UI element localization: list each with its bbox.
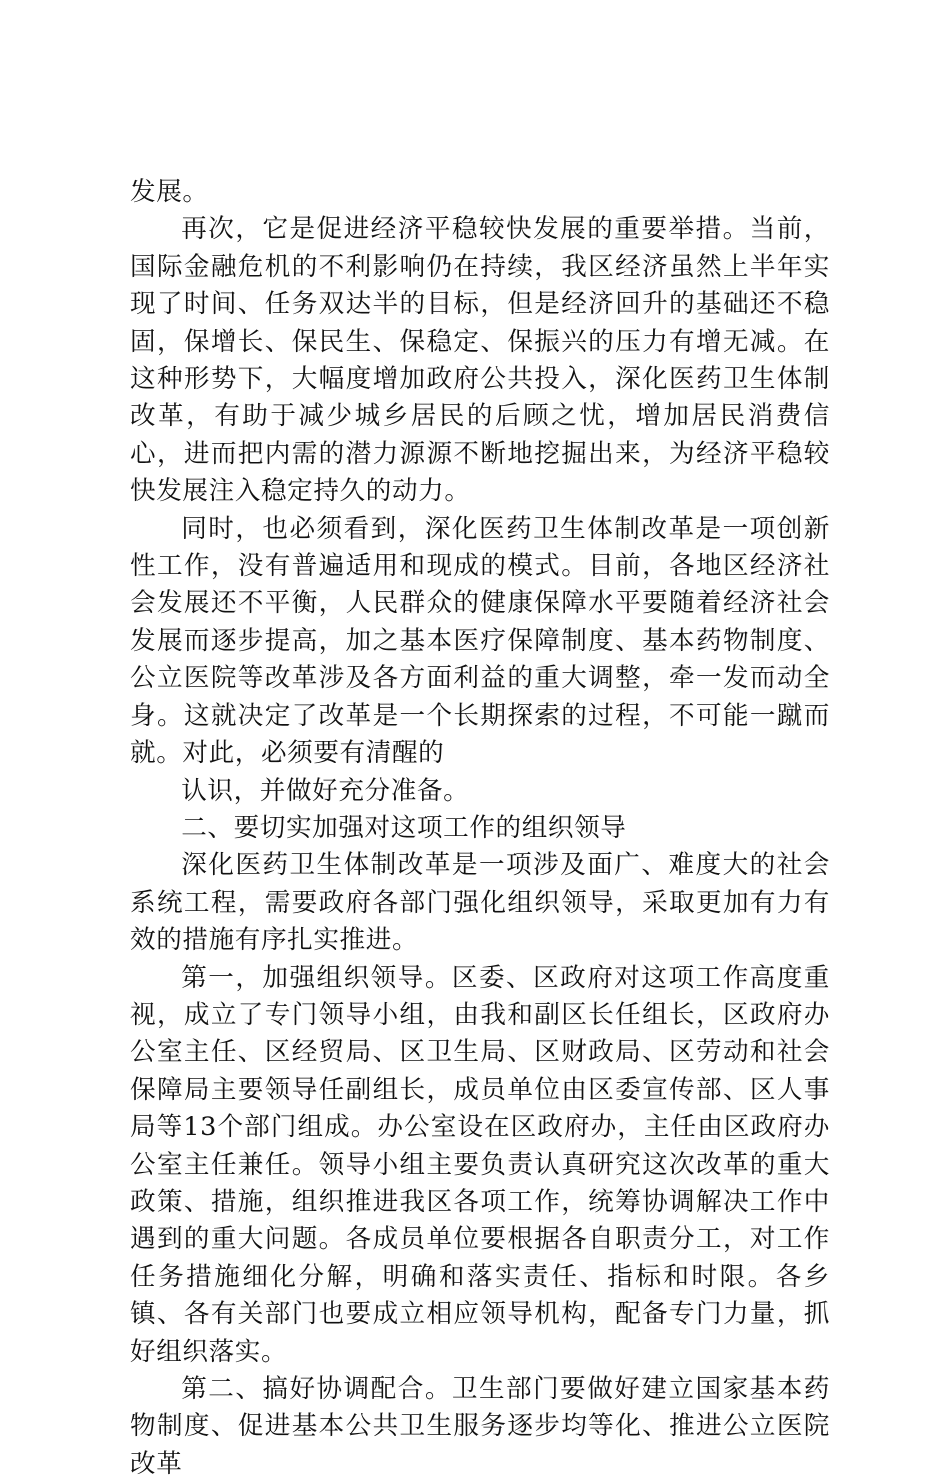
paragraph-economic-growth: 再次，它是促进经济平稳较快发展的重要举措。当前，国际金融危机的不利影响仍在持续，我区经济虽然上半年实现了时间、任务双达半的目标，但是经济回升的基础还不稳固，保增长、保民生、保稳定、保振兴的压力有增无减。在这种形势下，大幅度增加政府公共投入，深化医药卫生体制改革，有助于减少城乡居民的后顾之忧，增加居民消费信心，进而把内需的潜力源源不断地挖掘出来，为经济平稳较快发展注入稳定持久的动力。 — [130, 214, 830, 507]
paragraph-reform-challenges: 同时，也必须看到，深化医药卫生体制改革是一项创新性工作，没有普遍适用和现成的模式。目前，各地区经济社会发展还不平衡，人民群众的健康保障水平要随着经济社会发展而逐步提高，加之基本医疗保障制度、基本药物制度、公立医院等改革涉及各方面利益的重大调整，牵一发而动全身。这就决定了改革是一个长期探索的过程，不可能一蹴而就。对此，必须要有清醒的 — [130, 513, 830, 769]
paragraph-preparation: 认识，并做好充分准备。 — [181, 775, 470, 806]
paragraph-second-coordination: 第二、搞好协调配合。卫生部门要做好建立国家基本药物制度、促进基本公共卫生服务逐步均等化、推进公立医院改革 — [130, 1374, 830, 1479]
document-body — [130, 174, 830, 1483]
section-heading-leadership: 二、要切实加强对这项工作的组织领导 — [181, 812, 627, 843]
paragraph-system-engineering: 深化医药卫生体制改革是一项涉及面广、难度大的社会系统工程，需要政府各部门强化组织领导，采取更加有力有效的措施有序扎实推进。 — [130, 850, 830, 956]
paragraph-first-leadership: 第一，加强组织领导。区委、区政府对这项工作高度重视，成立了专门领导小组，由我和副区长任组长，区政府办公室主任、区经贸局、区卫生局、区财政局、区劳动和社会保障局主要领导任副组长，成员单位由区委宣传部、区人事局等13个部门组成。办公室设在区政府办，主任由区政府办公室主任兼任。领导小组主要负责认真研究这次改革的重大政策、措施，组织推进我区各项工作，统筹协调解决工作中遇到的重大问题。各成员单位要根据各自职责分工，对工作任务措施细化分解，明确和落实责任、指标和时限。各乡镇、各有关部门也要成立相应领导机构，配备专门力量，抓好组织落实。 — [130, 962, 830, 1367]
paragraph-continuation: 发展。 — [130, 177, 209, 207]
